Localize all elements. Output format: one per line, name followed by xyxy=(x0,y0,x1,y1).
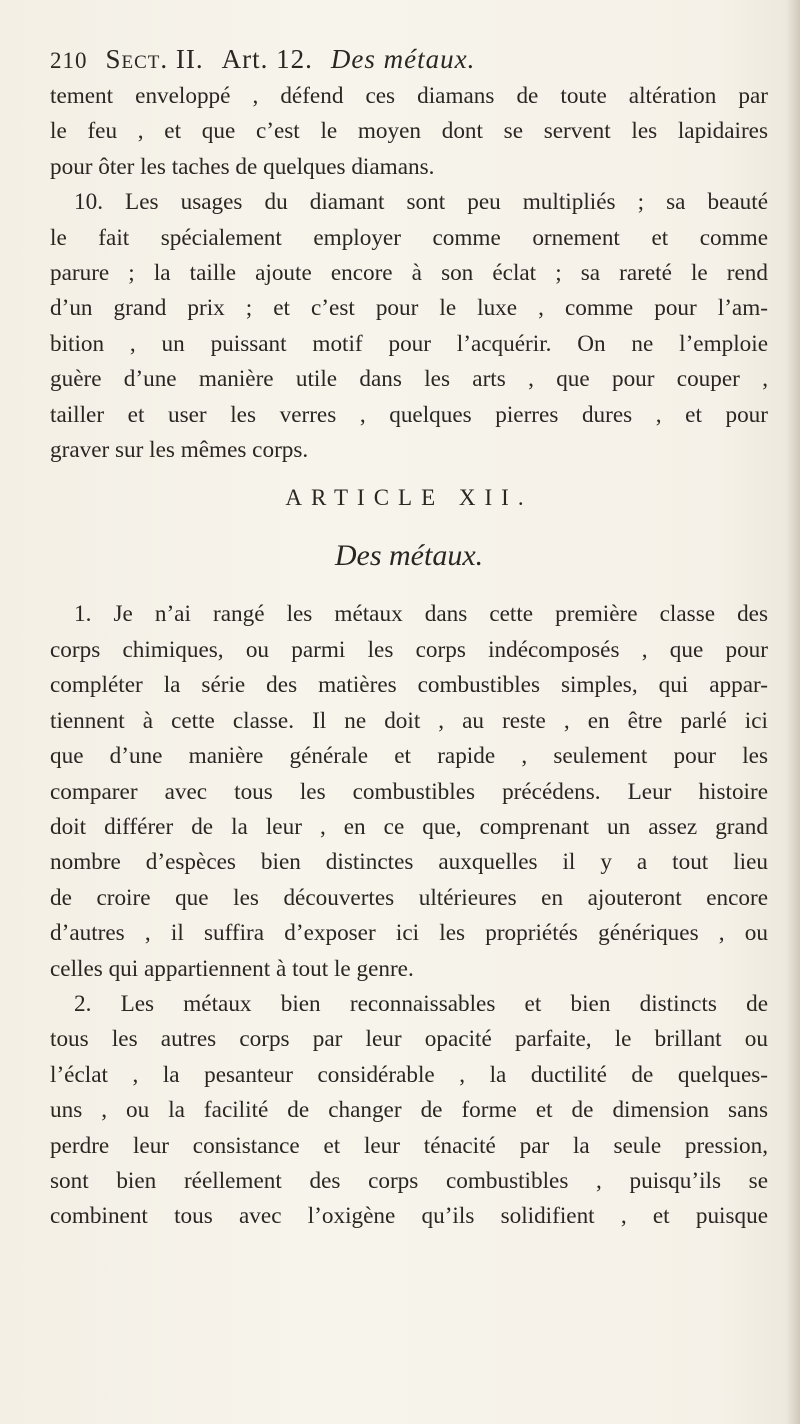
article-heading: ARTICLE XII. xyxy=(285,485,533,511)
article-subtitle: Des métaux. xyxy=(334,539,484,573)
paragraph-continuation xyxy=(50,79,768,185)
text-line: sont bien réellement des corps combustibles , puisqu’ils se xyxy=(50,1167,768,1194)
page-content xyxy=(50,44,768,1235)
text-line: graver sur les mêmes corps. xyxy=(50,437,309,464)
text-line: parure ; la taille ajoute encore à son éclat ; sa rareté le rend xyxy=(50,260,768,287)
text-line: combinent tous avec l’oxigène qu’ils solidifient , et puisque xyxy=(50,1203,768,1230)
text-line: 10. Les usages du diamant sont peu multipliés ; sa beauté xyxy=(74,189,768,216)
section-label: Sect. II. xyxy=(105,44,204,74)
text-line: corps chimiques, ou parmi les corps indécomposés , que pour xyxy=(50,636,768,663)
text-line: que d’une manière générale et rapide , seulement pour les xyxy=(50,743,768,770)
text-line: le feu , et que c’est le moyen dont se servent les lapidaires xyxy=(50,118,768,145)
text-line: nombre d’espèces bien distinctes auxquelles il y a tout lieu xyxy=(50,849,768,876)
text-line: tement enveloppé , défend ces diamans de toute altération par xyxy=(50,83,768,109)
text-line: 1. Je n’ai rangé les métaux dans cette première classe des xyxy=(74,601,768,628)
text-line: le fait spécialement employer comme ornement et comme xyxy=(50,224,768,251)
text-line: d’un grand prix ; et c’est pour le luxe , comme pour l’am- xyxy=(50,295,768,322)
article-label: Art. 12. xyxy=(221,44,313,74)
text-line: tiennent à cette classe. Il ne doit , au reste , en être parlé ici xyxy=(50,707,768,734)
paragraph-2 xyxy=(50,987,768,1235)
page-number: 210 xyxy=(50,48,88,73)
text-line: pour ôter les taches de quelques diamans. xyxy=(50,153,435,180)
text-line: d’autres , il suffira d’exposer ici les propriétés génériques , ou xyxy=(50,920,768,947)
running-title: Des métaux. xyxy=(330,44,476,74)
paragraph-10 xyxy=(50,185,768,468)
text-line: tous les autres corps par leur opacité parfaite, le brillant ou xyxy=(50,1026,768,1053)
text-line: perdre leur consistance et leur ténacité par la seule pression, xyxy=(50,1132,768,1159)
text-line: celles qui appartiennent à tout le genre. xyxy=(50,955,414,982)
text-line: 2. Les métaux bien reconnaissables et bien distincts de xyxy=(74,990,768,1017)
text-line: comparer avec tous les combustibles précédens. Leur histoire xyxy=(50,778,768,805)
text-line: compléter la série des matières combustibles simples, qui appar- xyxy=(50,672,768,699)
text-line: l’éclat , la pesanteur considérable , la ductilité de quelques- xyxy=(50,1061,768,1088)
running-head xyxy=(50,44,768,75)
text-line: de croire que les découvertes ultérieures en ajouteront encore xyxy=(50,884,768,911)
text-line: guère d’une manière utile dans les arts , que pour couper , xyxy=(50,366,768,393)
paragraph-1 xyxy=(50,597,768,986)
text-line: uns , ou la facilité de changer de forme et de dimension sans xyxy=(50,1097,768,1124)
text-line: doit différer de la leur , en ce que, comprenant un assez grand xyxy=(50,813,768,840)
page-edge xyxy=(786,0,800,1424)
text-line: bition , un puissant motif pour l’acquérir. On ne l’emploie xyxy=(50,330,768,357)
text-line: tailler et user les verres , quelques pierres dures , et pour xyxy=(50,401,768,428)
